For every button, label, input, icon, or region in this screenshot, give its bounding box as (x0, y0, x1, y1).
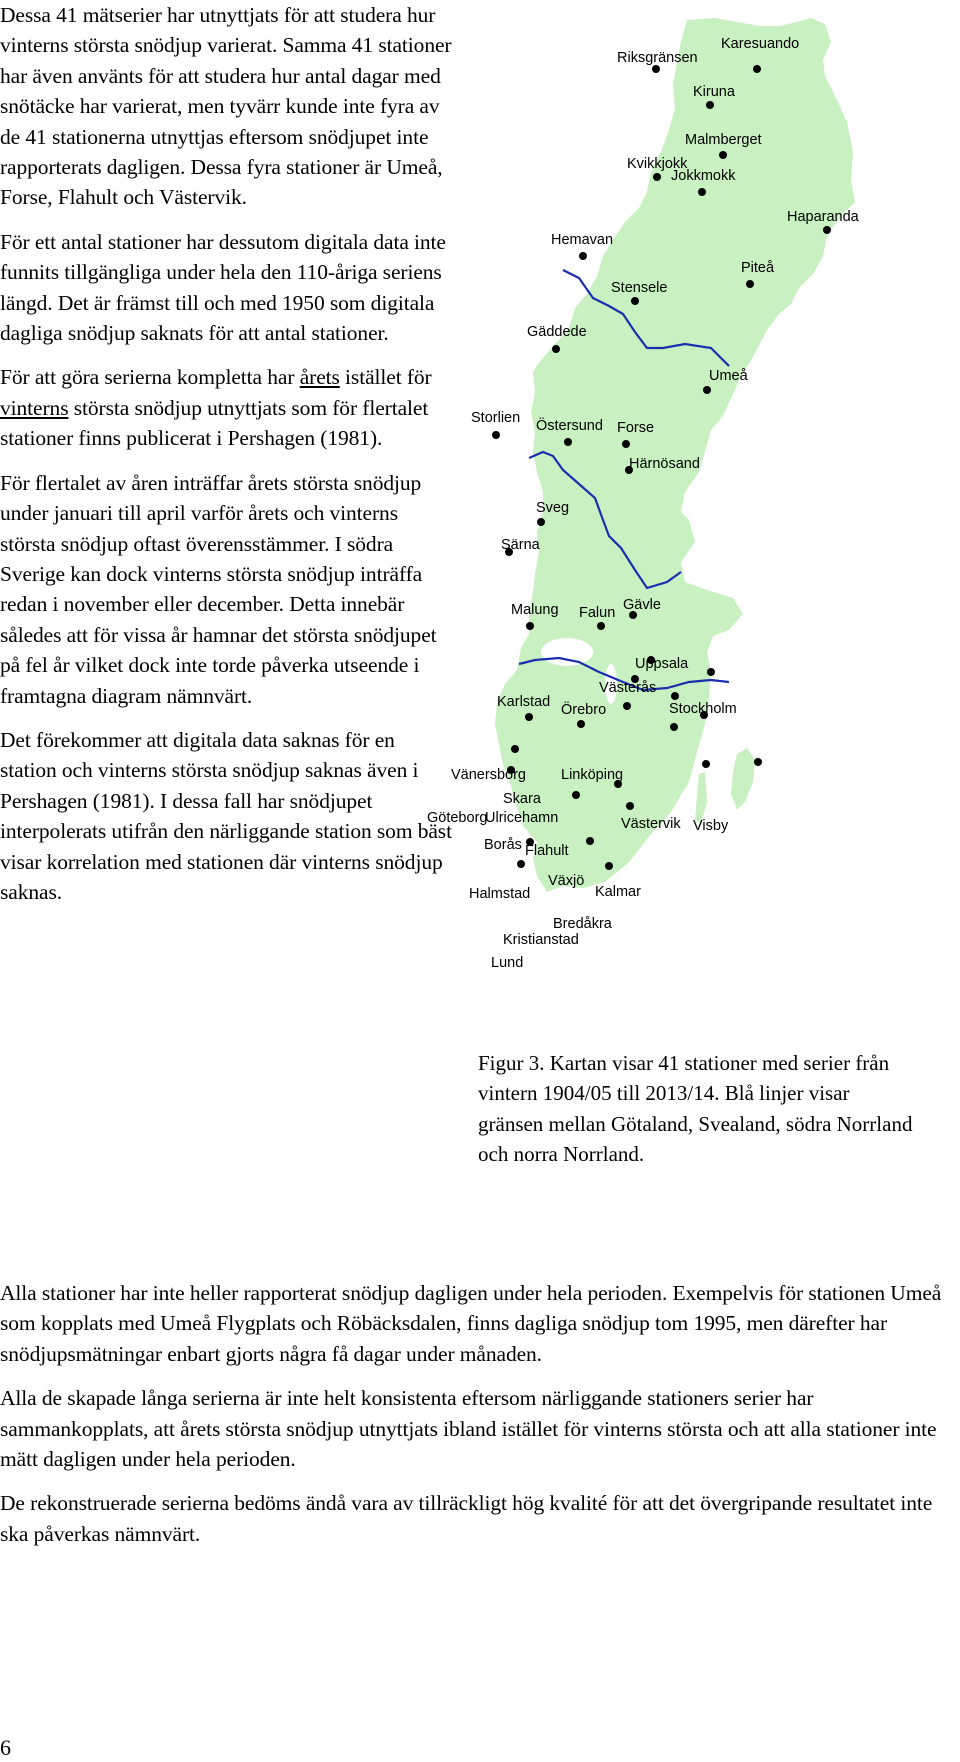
station-label: Halmstad (469, 886, 531, 902)
paragraph-text: största snödjup utnyttjats som för flertalet stationer finns publicerat i Pershagen (1981). (0, 395, 429, 451)
station-dot (653, 173, 661, 181)
station-dot (652, 65, 660, 73)
station-label: Borås (484, 837, 522, 853)
station-label: Flahult (525, 843, 569, 859)
paragraph-max-snow-timing: För flertalet av åren inträffar årets största snödjup under januari till april varför årets och vinterns största snödjup oftast överensstämmer. I södra Sverige kan dock vinterns största snödjup inträffa redan i november eller december. Detta innebär således att för vissa år hamnar det största snödjupet på fel år vilket dock inte torde påverka utseende i framtagna diagram nämnvärt. (0, 470, 437, 708)
station-dot (698, 188, 706, 196)
station-dot (605, 862, 613, 870)
station-label: Malung (511, 602, 559, 618)
station-dot (537, 518, 545, 526)
station-dot (492, 431, 500, 439)
station-dot (564, 438, 572, 446)
paragraph-missing-digital-data: För ett antal stationer har dessutom digitala data inte funnits tillgängliga under hela den 110-åriga seriens längd. Det är främst till och med 1950 som digitala dagliga snödjup saknats för att antal stationer. (0, 229, 446, 346)
station-label: Gävle (623, 597, 661, 613)
station-label: Kalmar (595, 884, 641, 900)
station-dot (572, 791, 580, 799)
station-label: Örebro (561, 702, 607, 718)
station-label: Visby (693, 818, 729, 834)
page-number: 6 (0, 1735, 11, 1760)
station-dot (525, 713, 533, 721)
station-label: Västervik (621, 816, 681, 832)
station-label: Kristianstad (503, 932, 579, 948)
left-text-column (0, 0, 452, 921)
station-dot (702, 760, 710, 768)
station-label: Umeå (709, 368, 748, 384)
station-label: Stensele (611, 280, 668, 296)
station-label: Växjö (548, 873, 585, 889)
station-label: Skara (503, 791, 541, 807)
paragraph-stations-used: Dessa 41 mätserier har utnyttjats för att studera hur vinterns största snödjup varierat. Samma 41 stationer har även använts för att studera hur antal dagar med snötäcke har varierat, men tyvärr kunde inte fyra av de 41 stationerna utnyttjas eftersom snödjupet inte rapporterats dagligen. Dessa fyra stationer är Umeå, Forse, Flahult och Västervik. (0, 3, 452, 210)
station-label: Västerås (599, 680, 657, 696)
station-dot (597, 622, 605, 630)
station-dot (586, 837, 594, 845)
station-label: Jokkmokk (671, 168, 736, 184)
station-label: Storlien (471, 410, 521, 426)
paragraph-daily-reporting: Alla stationer har inte heller rapporterat snödjup dagligen under hela perioden. Exempelvis för stationen Umeå som kopplats med Umeå Flygplats och Röbäcksdalen, finns dagliga snödjup tom 1995, men därefter har snödjupsmätningar enbart gjorts några få dagar under månaden. (0, 1281, 942, 1366)
station-label: Malmberget (685, 132, 762, 148)
station-label: Kvikkjokk (627, 156, 688, 172)
station-dot (552, 345, 560, 353)
station-label: Göteborg (427, 810, 488, 826)
underlined-word-vinterns: vinterns (0, 395, 69, 420)
station-dot (670, 723, 678, 731)
station-label: Linköping (561, 767, 624, 783)
station-dot (526, 622, 534, 630)
station-label: Falun (579, 605, 616, 621)
station-label: Bredåkra (553, 916, 612, 932)
station-dot (671, 692, 679, 700)
station-label: Lund (491, 955, 524, 971)
station-label: Vänersborg (451, 767, 526, 783)
paragraph-completing-series (0, 362, 452, 453)
station-dot (631, 297, 639, 305)
station-dot (579, 252, 587, 260)
paragraph-text: istället för (339, 365, 432, 390)
station-dot (753, 65, 761, 73)
station-dot (746, 280, 754, 288)
station-label: Karlstad (497, 694, 551, 710)
figure-caption: Figur 3. Kartan visar 41 stationer med serier från vintern 1904/05 till 2013/14. Blå linjer visar gränsen mellan Götaland, Svealand, södra Norrland och norra Norrland. (478, 1051, 913, 1167)
station-label: Forse (617, 420, 655, 436)
station-label: Riksgränsen (617, 50, 698, 66)
station-label: Särna (501, 537, 540, 553)
station-dot (623, 702, 631, 710)
station-dot (823, 226, 831, 234)
paragraph-interpolation: Det förekommer att digitala data saknas för en station och vinterns största snödjup saknas även i Pershagen (1981). I dessa fall har snödjupet interpolerats utifrån den närliggande station som bäst visar korrelation med stationen där vinterns snödjup saknas. (0, 727, 452, 904)
station-dot (707, 668, 715, 676)
station-label: Piteå (741, 260, 775, 276)
station-dot (754, 758, 762, 766)
station-label: Haparanda (787, 209, 859, 225)
station-label: Hemavan (551, 232, 614, 248)
oland-island (695, 772, 707, 824)
station-label: Ulricehamn (485, 810, 559, 826)
gotland-island (731, 748, 755, 810)
station-label: Sveg (536, 500, 570, 516)
paragraph-text: För att göra serierna kompletta har (0, 365, 300, 390)
paragraph-consistency: Alla de skapade långa serierna är inte helt konsistenta eftersom närliggande stationers serier har sammankopplats, att årets största snödjup utnyttjats ibland istället för vinterns största och att alla stationer inte mätt dagligen under hela perioden. (0, 1386, 937, 1472)
lower-text-block (0, 1278, 950, 1563)
station-dot (719, 151, 727, 159)
station-dot (517, 860, 525, 868)
station-dot (706, 101, 714, 109)
station-dot (511, 745, 519, 753)
station-label: Kiruna (693, 84, 735, 100)
station-label: Uppsala (635, 656, 689, 672)
sweden-station-map (425, 12, 960, 1012)
station-label: Härnösand (629, 456, 700, 472)
station-label: Karesuando (721, 36, 800, 52)
station-dot (622, 440, 630, 448)
paragraph-quality: De rekonstruerade serierna bedöms ändå vara av tillräckligt hög kvalité för att det övergripande resultatet inte ska påverkas nämnvärt. (0, 1491, 933, 1546)
station-dot (577, 720, 585, 728)
station-label: Gäddede (527, 324, 587, 340)
station-label: Stockholm (669, 701, 737, 717)
station-dot (703, 386, 711, 394)
station-dot (626, 802, 634, 810)
underlined-word-arets: årets (299, 365, 340, 390)
station-label: Östersund (536, 418, 603, 434)
lake-vanern (541, 638, 593, 666)
